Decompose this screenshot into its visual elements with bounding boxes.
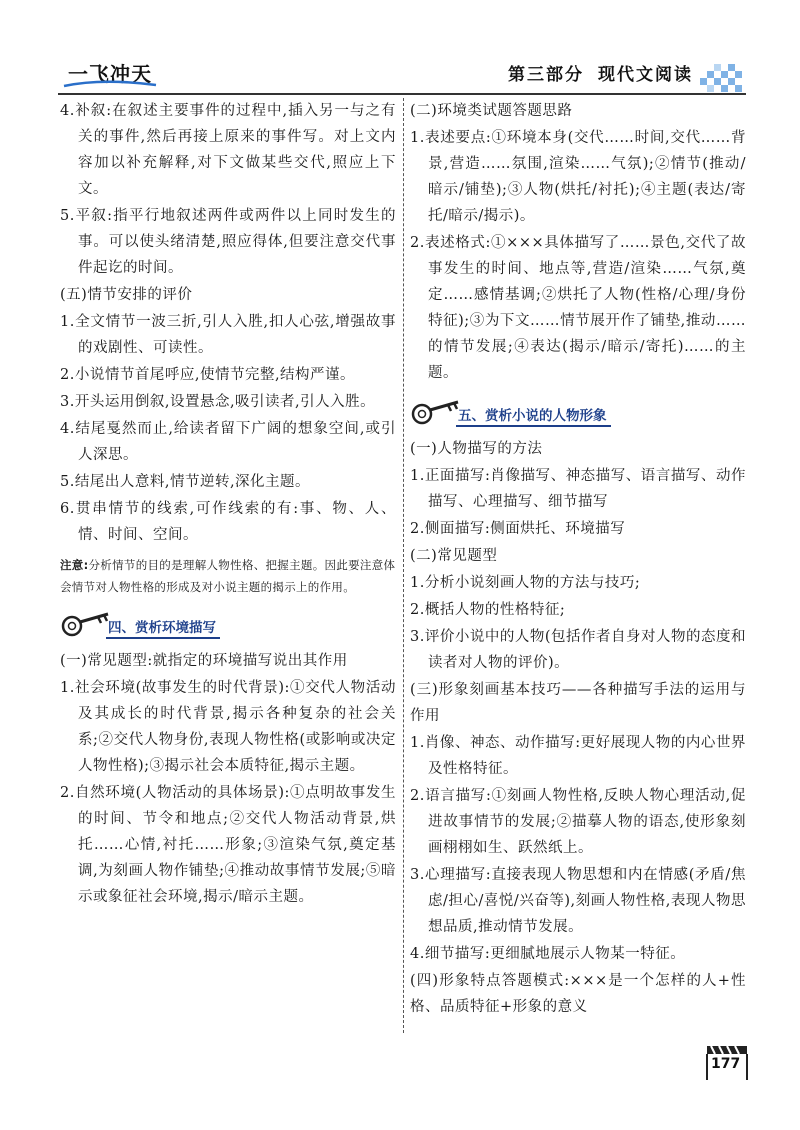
left-p12: 2.自然环境(人物活动的具体场景):①点明故事发生的时间、节令和地点;②交代人物活动背景,烘托……心情,衬托……形象;③渲染气氛,奠定基调,为刻画人物作铺垫;④推动故事情节发展;⑤暗示或象征社会环境,揭示/暗示主题。 bbox=[60, 785, 396, 905]
right-p2: 1.表述要点:①环境本身(交代……时间,交代……背景,营造……氛围,渲染……气氛);②情节(推动/暗示/铺垫);③人物(烘托/衬托);④主题(表达/寄托/暗示/揭示)。 bbox=[410, 130, 746, 224]
left-p9: 6.贯串情节的线索,可作线索的有:事、物、人、情、时间、空间。 bbox=[60, 501, 396, 543]
brand-logo-text: 一飞冲天 bbox=[68, 62, 152, 86]
left-p10: (一)常见题型:就指定的环境描写说出其作用 bbox=[60, 653, 348, 669]
right-p12: 1.肖像、神态、动作描写:更好展现人物的内心世界及性格特征。 bbox=[410, 735, 746, 777]
left-column bbox=[60, 98, 396, 911]
left-p8: 5.结尾出人意料,情节逆转,深化主题。 bbox=[60, 474, 311, 490]
note-block bbox=[60, 554, 396, 598]
left-p1: 4.补叙:在叙述主要事件的过程中,插入另一与之有关的事件,然后再接上原来的事件写。对上文内容加以补充解释,对下文做某些交代,照应上下文。 bbox=[60, 103, 396, 197]
brand-swoosh-icon bbox=[62, 80, 158, 90]
right-p5: 1.正面描写:肖像描写、神态描写、语言描写、动作描写、心理描写、细节描写 bbox=[410, 468, 746, 510]
note-body: 分析情节的目的是理解人物性格、把握主题。因此要注意体会情节对人物性格的形成及对小说主题的揭示上的作用。 bbox=[60, 558, 396, 594]
checker-decoration-icon bbox=[700, 64, 746, 92]
right-p1: (二)环境类试题答题思路 bbox=[410, 103, 573, 119]
right-p3: 2.表述格式:①×××具体描写了……景色,交代了故事发生的时间、地点等,营造/渲染……气氛,奠定……感情基调;②烘托了人物(性格/心理/身份特征);③为下文……情节展开作了铺垫,推动……的情节发展;④表达(揭示/暗示/寄托)……的主题。 bbox=[410, 235, 746, 381]
left-p7: 4.结尾戛然而止,给读者留下广阔的想象空间,或引人深思。 bbox=[60, 421, 396, 463]
page-number-badge bbox=[705, 1040, 751, 1082]
header-title: 现代文阅读 bbox=[598, 65, 693, 85]
right-p7: (二)常见题型 bbox=[410, 548, 498, 564]
right-p4: (一)人物描写的方法 bbox=[410, 441, 543, 457]
header-part: 第三部分 bbox=[508, 65, 584, 85]
left-p2: 5.平叙:指平行地叙述两件或两件以上同时发生的事。可以使头绪清楚,照应得体,但要注意交代事件起讫的时间。 bbox=[60, 208, 396, 276]
right-p10: 3.评价小说中的人物(包括作者自身对人物的态度和读者对人物的评价)。 bbox=[410, 629, 746, 671]
left-p4: 1.全文情节一波三折,引人入胜,扣人心弦,增强故事的戏剧性、可读性。 bbox=[60, 314, 396, 356]
note-head: 注意: bbox=[60, 558, 89, 572]
right-p9: 2.概括人物的性格特征; bbox=[410, 602, 566, 618]
section-4-heading bbox=[60, 604, 396, 644]
page-number: 177 bbox=[711, 1056, 741, 1072]
right-p13: 2.语言描写:①刻画人物性格,反映人物心理活动,促进故事情节的发展;②描摹人物的语态,使形象刻画栩栩如生、跃然纸上。 bbox=[410, 788, 746, 856]
key-icon bbox=[60, 606, 112, 642]
header-rule bbox=[58, 93, 746, 95]
section-5-title: 五、赏析小说的人物形象 bbox=[456, 404, 611, 427]
right-p6: 2.侧面描写:侧面烘托、环境描写 bbox=[410, 521, 626, 537]
header-section-title bbox=[508, 60, 707, 85]
key-icon bbox=[410, 394, 462, 430]
left-p11: 1.社会环境(故事发生的时代背景):①交代人物活动及其成长的时代背景,揭示各种复杂的社会关系;②交代人物身份,表现人物性格(或影响或决定人物性格);③揭示社会本质特征,揭示主题。 bbox=[60, 680, 396, 774]
right-p15: 4.细节描写:更细腻地展示人物某一特征。 bbox=[410, 946, 686, 962]
right-p8: 1.分析小说刻画人物的方法与技巧; bbox=[410, 575, 641, 591]
left-p6: 3.开头运用倒叙,设置悬念,吸引读者,引人入胜。 bbox=[60, 394, 376, 410]
right-p11: (三)形象刻画基本技巧——各种描写手法的运用与作用 bbox=[410, 682, 746, 724]
column-divider bbox=[403, 98, 404, 1033]
section-5-heading bbox=[410, 392, 746, 432]
section-4-title: 四、赏析环境描写 bbox=[106, 616, 220, 639]
page-header bbox=[0, 0, 800, 100]
left-p3: (五)情节安排的评价 bbox=[60, 287, 193, 303]
right-p16: (四)形象特点答题模式:×××是一个怎样的人+性格、品质特征+形象的意义 bbox=[410, 973, 746, 1015]
left-p5: 2.小说情节首尾呼应,使情节完整,结构严谨。 bbox=[60, 367, 356, 383]
right-column bbox=[410, 98, 746, 1021]
right-p14: 3.心理描写:直接表现人物思想和内在情感(矛盾/焦虑/担心/喜悦/兴奋等),刻画人物性格,表现人物思想品质,推动情节发展。 bbox=[410, 867, 746, 935]
